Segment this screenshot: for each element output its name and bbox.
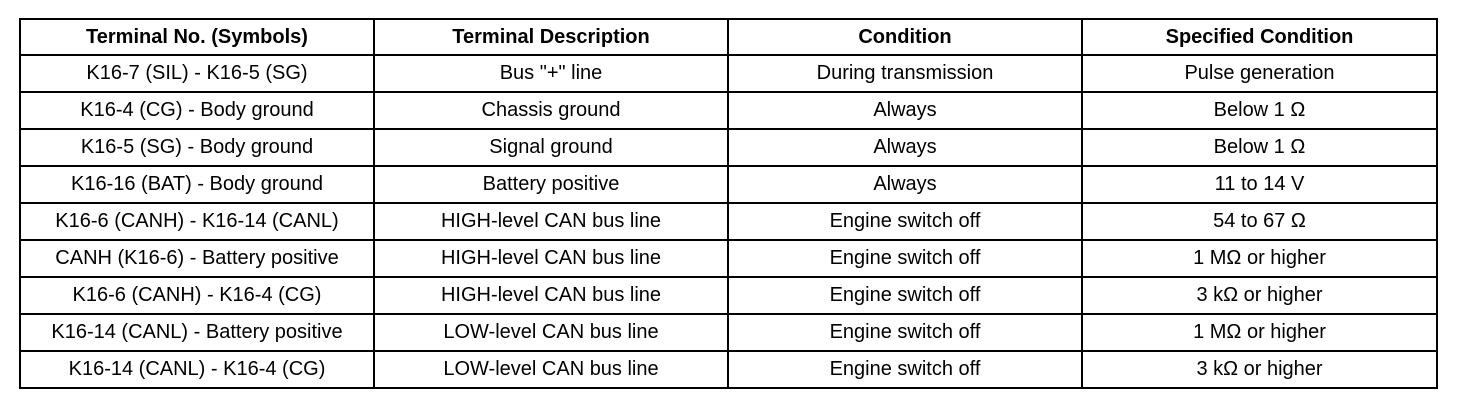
cell-specified-condition: 3 kΩ or higher bbox=[1082, 277, 1437, 314]
cell-specified-condition: 54 to 67 Ω bbox=[1082, 203, 1437, 240]
header-specified-condition: Specified Condition bbox=[1082, 19, 1437, 55]
cell-condition: Engine switch off bbox=[728, 351, 1082, 388]
table-row bbox=[20, 55, 1437, 92]
cell-condition: Engine switch off bbox=[728, 314, 1082, 351]
table-row bbox=[20, 351, 1437, 388]
cell-terminal-description: HIGH-level CAN bus line bbox=[374, 240, 728, 277]
cell-terminal-description: Battery positive bbox=[374, 166, 728, 203]
cell-specified-condition: 1 MΩ or higher bbox=[1082, 314, 1437, 351]
cell-condition: Always bbox=[728, 129, 1082, 166]
cell-terminal-description: Signal ground bbox=[374, 129, 728, 166]
cell-condition: Engine switch off bbox=[728, 277, 1082, 314]
cell-condition: During transmission bbox=[728, 55, 1082, 92]
cell-terminal-no: K16-16 (BAT) - Body ground bbox=[20, 166, 374, 203]
cell-specified-condition: Below 1 Ω bbox=[1082, 129, 1437, 166]
header-condition: Condition bbox=[728, 19, 1082, 55]
cell-specified-condition: 1 MΩ or higher bbox=[1082, 240, 1437, 277]
cell-terminal-no: K16-7 (SIL) - K16-5 (SG) bbox=[20, 55, 374, 92]
cell-terminal-no: K16-4 (CG) - Body ground bbox=[20, 92, 374, 129]
cell-condition: Engine switch off bbox=[728, 203, 1082, 240]
cell-condition: Always bbox=[728, 166, 1082, 203]
cell-condition: Engine switch off bbox=[728, 240, 1082, 277]
cell-terminal-no: K16-5 (SG) - Body ground bbox=[20, 129, 374, 166]
cell-terminal-description: Chassis ground bbox=[374, 92, 728, 129]
cell-specified-condition: 11 to 14 V bbox=[1082, 166, 1437, 203]
cell-condition: Always bbox=[728, 92, 1082, 129]
cell-terminal-no: CANH (K16-6) - Battery positive bbox=[20, 240, 374, 277]
cell-terminal-no: K16-14 (CANL) - Battery positive bbox=[20, 314, 374, 351]
cell-specified-condition: Below 1 Ω bbox=[1082, 92, 1437, 129]
cell-specified-condition: Pulse generation bbox=[1082, 55, 1437, 92]
table-row bbox=[20, 277, 1437, 314]
terminal-spec-table-container bbox=[19, 18, 1438, 389]
terminal-spec-table bbox=[19, 18, 1438, 389]
table-row bbox=[20, 203, 1437, 240]
cell-terminal-description: LOW-level CAN bus line bbox=[374, 351, 728, 388]
cell-terminal-no: K16-6 (CANH) - K16-4 (CG) bbox=[20, 277, 374, 314]
header-terminal-no: Terminal No. (Symbols) bbox=[20, 19, 374, 55]
cell-terminal-no: K16-6 (CANH) - K16-14 (CANL) bbox=[20, 203, 374, 240]
table-row bbox=[20, 166, 1437, 203]
cell-terminal-no: K16-14 (CANL) - K16-4 (CG) bbox=[20, 351, 374, 388]
cell-specified-condition: 3 kΩ or higher bbox=[1082, 351, 1437, 388]
table-header-row bbox=[20, 19, 1437, 55]
table-row bbox=[20, 240, 1437, 277]
table-row bbox=[20, 314, 1437, 351]
cell-terminal-description: LOW-level CAN bus line bbox=[374, 314, 728, 351]
header-terminal-description: Terminal Description bbox=[374, 19, 728, 55]
table-row bbox=[20, 92, 1437, 129]
cell-terminal-description: Bus "+" line bbox=[374, 55, 728, 92]
cell-terminal-description: HIGH-level CAN bus line bbox=[374, 277, 728, 314]
cell-terminal-description: HIGH-level CAN bus line bbox=[374, 203, 728, 240]
table-row bbox=[20, 129, 1437, 166]
